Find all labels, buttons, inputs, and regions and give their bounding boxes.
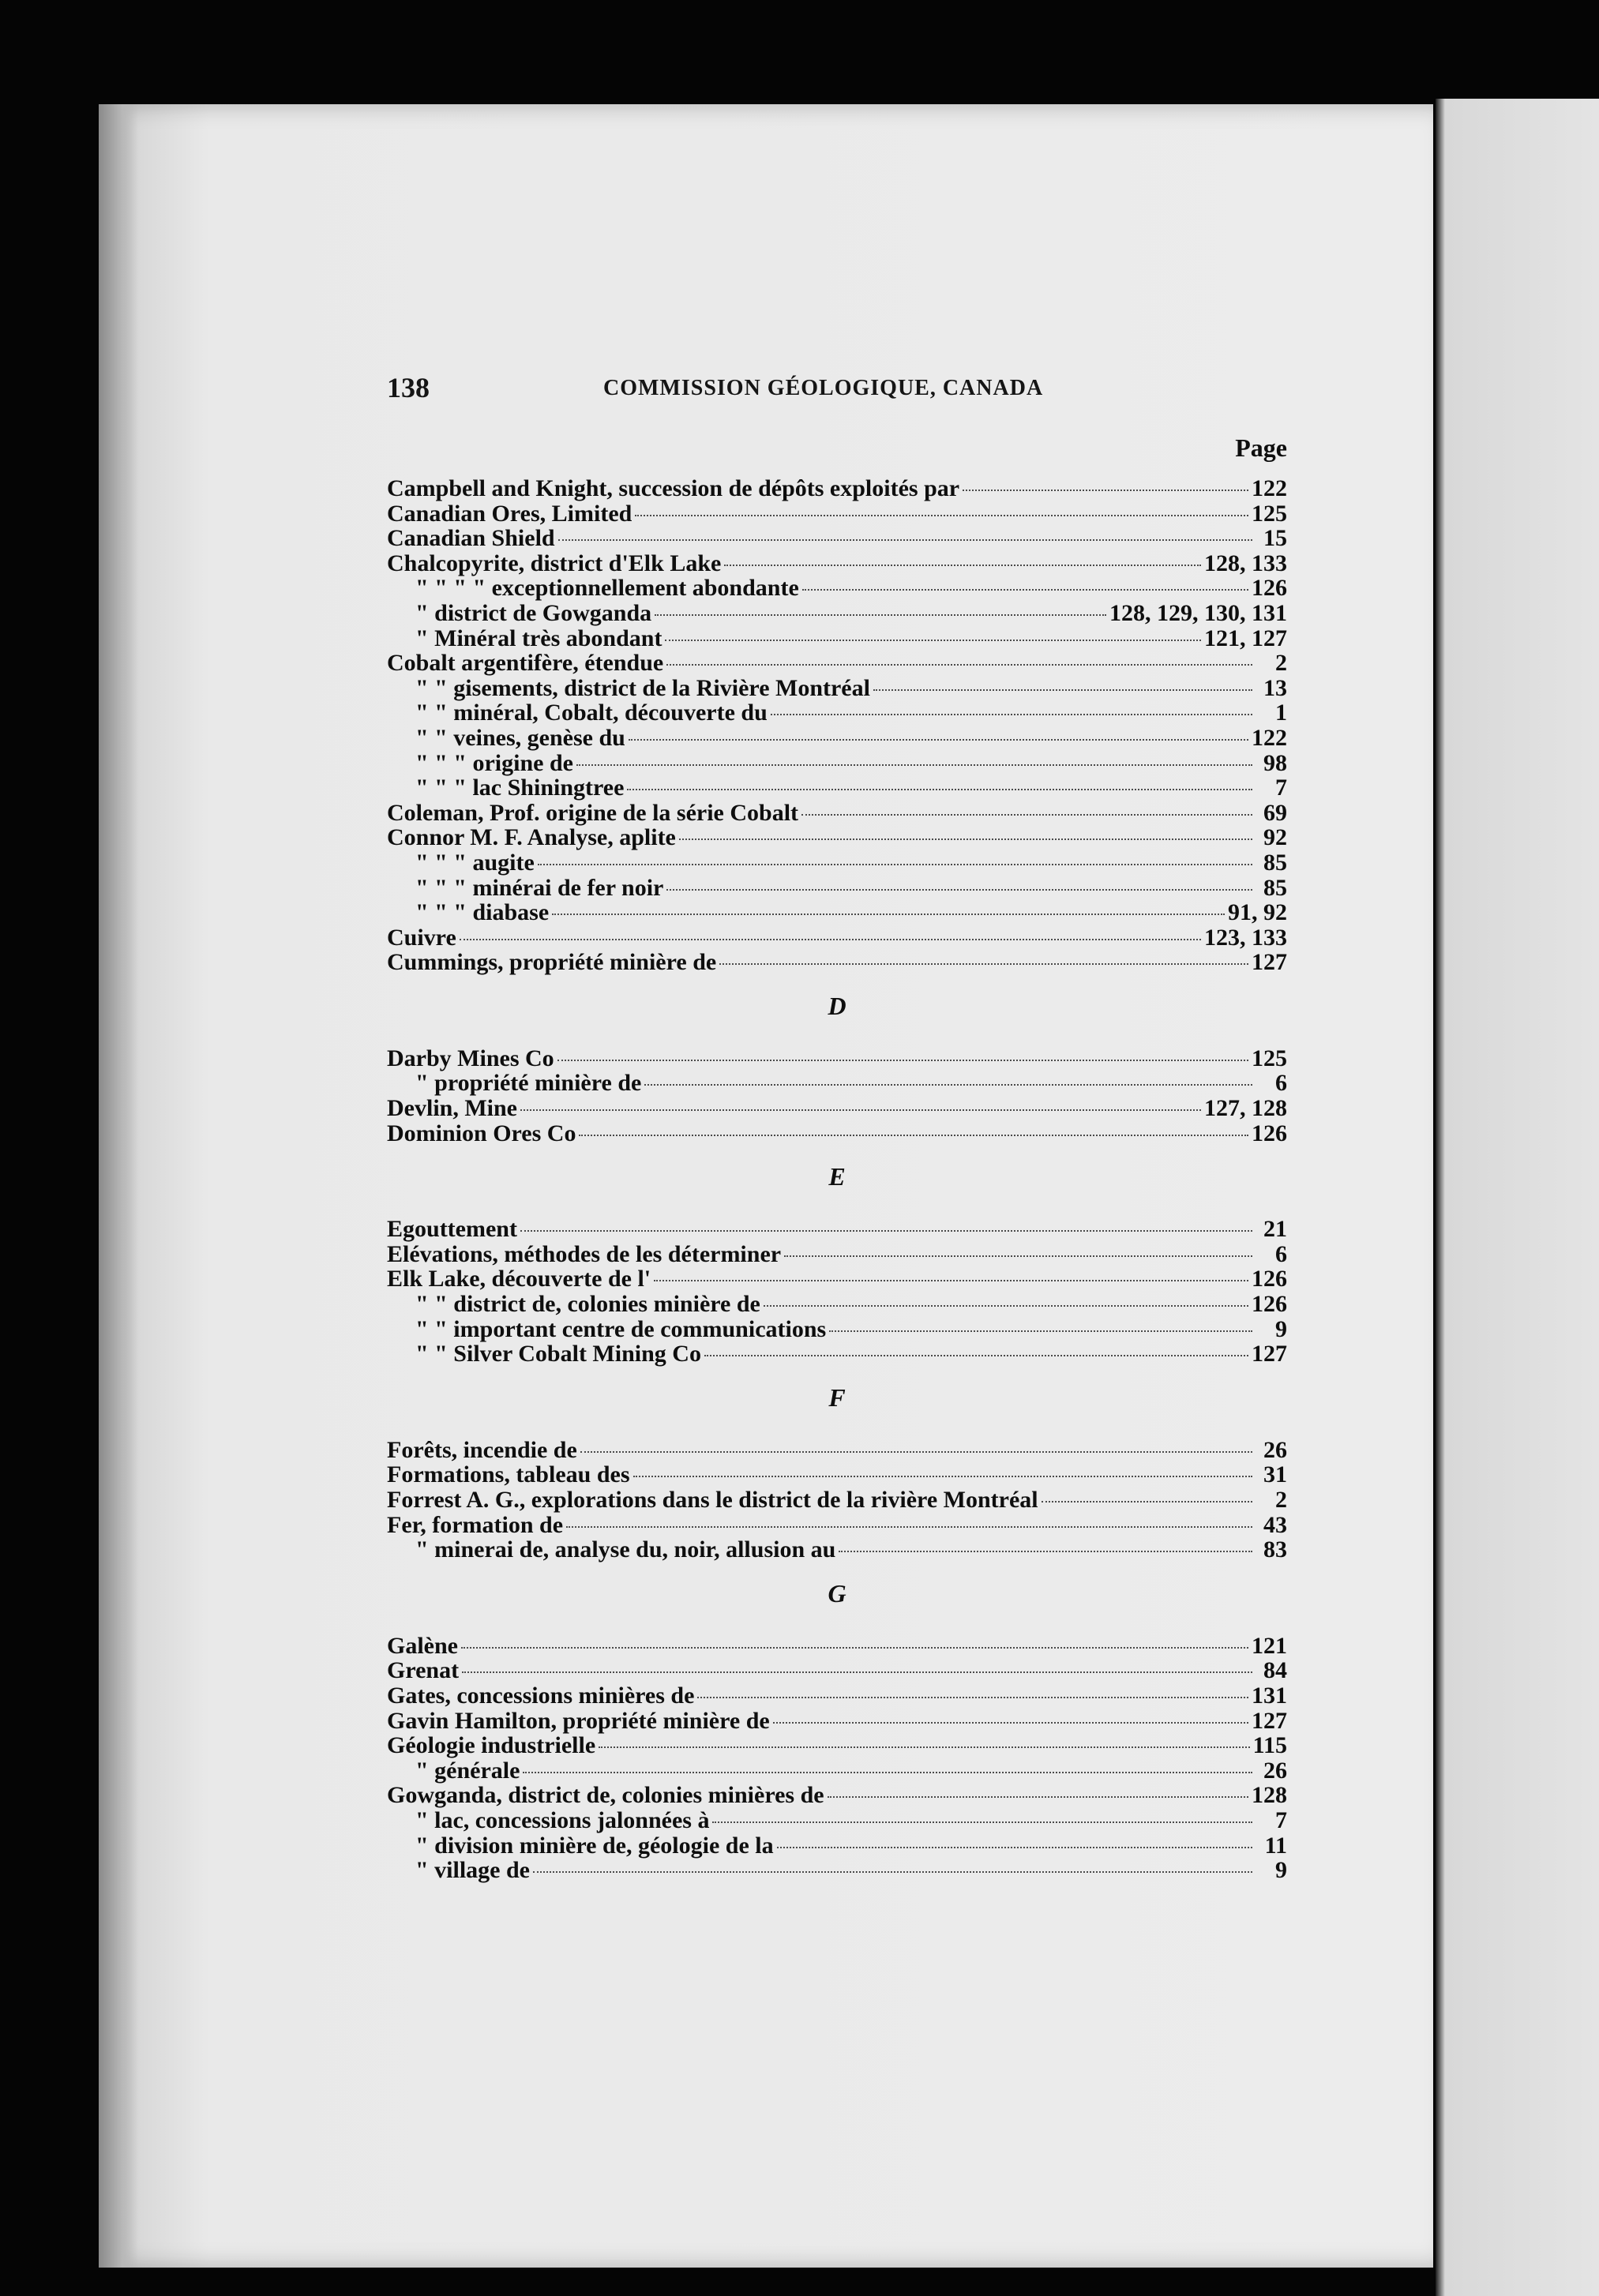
index-entry: [387, 1341, 1287, 1367]
dot-leader: [873, 689, 1252, 691]
entry-page-numbers: 83: [1263, 1536, 1287, 1563]
entry-page-numbers: 6: [1275, 1070, 1287, 1097]
entry-label: " " gisements, district de la Rivière Montréal: [415, 674, 870, 701]
entry-page-numbers: 84: [1263, 1657, 1287, 1684]
index-entry: [387, 1858, 1287, 1883]
entry-label: Darby Mines Co: [387, 1045, 554, 1071]
index-entry: [387, 1242, 1287, 1267]
entry-label: " " veines, genèse du: [415, 724, 625, 751]
page-gutter-shadow: [99, 104, 138, 2268]
dot-leader: [633, 1476, 1253, 1477]
index-entry: [387, 1488, 1287, 1513]
index-entry: [387, 1537, 1287, 1563]
entry-label: Cobalt argentifère, étendue: [387, 650, 664, 677]
dot-leader: [533, 1871, 1252, 1873]
index-entry: [387, 1833, 1287, 1859]
entry-label: Coleman, Prof. origine de la série Cobalt: [387, 799, 799, 826]
dot-leader: [679, 838, 1252, 840]
dot-leader: [666, 889, 1252, 891]
index-entry: [387, 1733, 1287, 1758]
dot-leader: [764, 1305, 1248, 1307]
index-entry: [387, 501, 1287, 527]
dot-leader: [599, 1746, 1250, 1748]
dot-leader: [666, 664, 1252, 666]
entry-label: Fer, formation de: [387, 1511, 564, 1538]
index-entry: [387, 601, 1287, 626]
index-entry: [387, 950, 1287, 975]
dot-leader: [644, 1084, 1252, 1086]
entry-page-numbers: 128, 129, 130, 131: [1109, 599, 1287, 626]
entry-label: Canadian Ores, Limited: [387, 500, 632, 527]
entry-label: Cuivre: [387, 924, 456, 951]
entry-label: Campbell and Knight, succession de dépôts exploités par: [387, 475, 960, 501]
entry-page-numbers: 128: [1252, 1782, 1287, 1809]
dot-leader: [828, 1796, 1248, 1798]
dot-leader: [665, 640, 1201, 641]
entry-label: " division minière de, géologie de la: [415, 1832, 774, 1859]
index-entry: [387, 925, 1287, 951]
entry-label: " " " lac Shiningtree: [415, 775, 625, 801]
entry-page-numbers: 122: [1252, 475, 1287, 501]
entry-page-numbers: 127: [1252, 949, 1287, 976]
entry-label: " propriété minière de: [415, 1070, 642, 1097]
entry-page-numbers: 2: [1275, 650, 1287, 677]
entry-label: Elévations, méthodes de les déterminer: [387, 1240, 782, 1267]
entry-page-numbers: 122: [1252, 724, 1287, 751]
entry-page-numbers: 9: [1275, 1857, 1287, 1884]
index-entry: [387, 1121, 1287, 1146]
index-entry: [387, 551, 1287, 576]
index-entry: [387, 1046, 1287, 1071]
index-entry: [387, 1462, 1287, 1488]
dot-leader: [719, 963, 1248, 965]
index-entry: [387, 1317, 1287, 1342]
entry-page-numbers: 121: [1252, 1632, 1287, 1659]
section-letter: E: [828, 1162, 846, 1191]
entry-label: Géologie industrielle: [387, 1732, 596, 1759]
entry-page-numbers: 15: [1263, 525, 1287, 552]
entry-page-numbers: 123, 133: [1204, 924, 1287, 951]
entry-page-numbers: 26: [1263, 1757, 1287, 1784]
index-list: [387, 430, 1287, 1883]
entry-label: Connor M. F. Analyse, aplite: [387, 824, 676, 851]
index-entry: [387, 676, 1287, 701]
entry-label: Galène: [387, 1632, 458, 1659]
dot-leader: [520, 1230, 1252, 1232]
index-entry: [387, 1292, 1287, 1317]
entry-label: " " important centre de communications: [415, 1315, 827, 1342]
index-entry: [387, 1071, 1287, 1096]
dot-leader: [558, 539, 1252, 541]
index-entry: [387, 850, 1287, 876]
entry-label: " " " minérai de fer noir: [415, 874, 664, 901]
entry-page-numbers: 92: [1263, 824, 1287, 851]
entry-page-numbers: 13: [1263, 674, 1287, 701]
dot-leader: [802, 589, 1248, 591]
entry-label: Grenat: [387, 1657, 460, 1684]
entry-page-numbers: 1: [1275, 700, 1287, 726]
index-entry: [387, 1634, 1287, 1659]
entry-page-numbers: 126: [1252, 1291, 1287, 1318]
index-entry: [387, 775, 1287, 801]
entry-label: " générale: [415, 1757, 520, 1784]
entry-label: Forrest A. G., explorations dans le district de la rivière Montréal: [387, 1487, 1038, 1513]
entry-page-numbers: 131: [1252, 1682, 1287, 1709]
index-entry: [387, 801, 1287, 826]
entry-label: " lac, concessions jalonnées à: [415, 1806, 710, 1833]
entry-page-numbers: 121, 127: [1204, 625, 1287, 651]
entry-page-numbers: 126: [1252, 1120, 1287, 1146]
entry-page-numbers: 43: [1263, 1511, 1287, 1538]
entry-label: Cummings, propriété minière de: [387, 949, 717, 976]
entry-page-numbers: 7: [1275, 1806, 1287, 1833]
dot-leader: [580, 1451, 1252, 1453]
index-entry: [387, 1709, 1287, 1734]
index-entry: [387, 876, 1287, 901]
dot-leader: [829, 1330, 1252, 1332]
entry-page-numbers: 7: [1275, 775, 1287, 801]
entry-page-numbers: 69: [1263, 799, 1287, 826]
entry-page-numbers: 127: [1252, 1707, 1287, 1734]
index-entry: [387, 726, 1287, 751]
entry-page-numbers: 31: [1263, 1461, 1287, 1488]
index-entry: [387, 526, 1287, 551]
dot-leader: [566, 1526, 1252, 1528]
entry-label: " " Silver Cobalt Mining Co: [415, 1341, 701, 1367]
index-entry: [387, 651, 1287, 676]
index-entry: [387, 700, 1287, 726]
entry-page-numbers: 98: [1263, 749, 1287, 776]
index-entry: [387, 1808, 1287, 1833]
index-entry: [387, 1783, 1287, 1808]
index-entry: [387, 576, 1287, 601]
dot-leader: [697, 1697, 1248, 1698]
entry-label: " " " diabase: [415, 899, 550, 926]
index-entry: [387, 1658, 1287, 1683]
entry-label: Forêts, incendie de: [387, 1436, 577, 1463]
dot-leader: [655, 614, 1106, 616]
entry-label: Gavin Hamilton, propriété minière de: [387, 1707, 770, 1734]
dot-leader: [557, 1060, 1248, 1061]
dot-leader: [579, 1135, 1248, 1136]
index-entry: [387, 1513, 1287, 1538]
entry-label: Gates, concessions minières de: [387, 1682, 695, 1709]
dot-leader: [963, 490, 1248, 491]
entry-label: " Minéral très abondant: [415, 625, 662, 651]
index-entry: [387, 1758, 1287, 1784]
dot-leader: [784, 1255, 1252, 1257]
entry-label: " " minéral, Cobalt, découverte du: [415, 700, 768, 726]
dot-leader: [1042, 1501, 1252, 1503]
entry-label: Formations, tableau des: [387, 1461, 630, 1488]
dot-leader: [704, 1355, 1248, 1356]
entry-label: Egouttement: [387, 1216, 517, 1243]
entry-label: " minerai de, analyse du, noir, allusion au: [415, 1536, 836, 1563]
index-sections: [387, 476, 1287, 1883]
dot-leader: [839, 1551, 1252, 1552]
index-entry: [387, 1096, 1287, 1121]
index-entry: [387, 626, 1287, 651]
entry-label: " " " " exceptionnellement abondante: [415, 575, 799, 602]
index-entry: [387, 751, 1287, 776]
entry-page-numbers: 26: [1263, 1436, 1287, 1463]
entry-page-numbers: 126: [1252, 575, 1287, 602]
entry-page-numbers: 126: [1252, 1266, 1287, 1292]
index-entry: [387, 1438, 1287, 1463]
section-letter: F: [828, 1382, 846, 1412]
section-letter: D: [828, 991, 846, 1020]
index-entry: [387, 1683, 1287, 1709]
entry-page-numbers: 125: [1252, 500, 1287, 527]
dot-leader: [654, 1280, 1248, 1281]
dot-leader: [462, 1671, 1252, 1673]
entry-page-numbers: 127: [1252, 1341, 1287, 1367]
dot-leader: [801, 814, 1252, 816]
dot-leader: [771, 714, 1252, 715]
dot-leader: [627, 789, 1252, 790]
index-entry: [387, 825, 1287, 850]
entry-label: Devlin, Mine: [387, 1095, 517, 1122]
entry-page-numbers: 125: [1252, 1045, 1287, 1071]
page-number: 138: [387, 372, 430, 403]
entry-page-numbers: 115: [1252, 1732, 1287, 1759]
entry-page-numbers: 11: [1264, 1832, 1287, 1859]
section-letter: G: [828, 1578, 846, 1608]
dot-leader: [635, 515, 1248, 516]
dot-leader: [777, 1847, 1252, 1848]
entry-label: " " " origine de: [415, 749, 573, 776]
index-entry: [387, 900, 1287, 925]
dot-leader: [461, 1647, 1248, 1649]
entry-label: Elk Lake, découverte de l': [387, 1266, 651, 1292]
entry-label: " village de: [415, 1857, 530, 1884]
index-entry: [387, 1266, 1287, 1292]
page-column-heading: Page: [1235, 433, 1287, 462]
running-header: [387, 371, 1287, 403]
entry-page-numbers: 85: [1263, 874, 1287, 901]
dot-leader: [773, 1722, 1248, 1724]
dot-leader: [712, 1821, 1252, 1823]
entry-page-numbers: 21: [1263, 1216, 1287, 1243]
entry-page-numbers: 85: [1263, 849, 1287, 876]
running-title: COMMISSION GÉOLOGIQUE, CANADA: [603, 376, 1044, 400]
entry-label: Chalcopyrite, district d'Elk Lake: [387, 550, 722, 576]
dot-leader: [523, 1772, 1252, 1773]
index-entry: [387, 476, 1287, 501]
entry-label: Canadian Shield: [387, 525, 555, 552]
dot-leader: [576, 764, 1252, 766]
entry-label: Gowganda, district de, colonies minières de: [387, 1782, 824, 1809]
entry-page-numbers: 9: [1275, 1315, 1287, 1342]
dot-leader: [460, 939, 1201, 940]
adjacent-page-edge: [1436, 99, 1599, 2296]
dot-leader: [538, 864, 1252, 865]
entry-label: Dominion Ores Co: [387, 1120, 576, 1146]
dot-leader: [552, 914, 1225, 915]
dot-leader: [520, 1109, 1201, 1111]
entry-page-numbers: 6: [1275, 1240, 1287, 1267]
entry-page-numbers: 127, 128: [1204, 1095, 1287, 1122]
entry-label: " " district de, colonies minière de: [415, 1291, 760, 1318]
index-entry: [387, 1217, 1287, 1242]
dot-leader: [629, 739, 1248, 741]
entry-label: " district de Gowganda: [415, 599, 652, 626]
entry-page-numbers: 91, 92: [1228, 899, 1287, 926]
entry-page-numbers: 128, 133: [1204, 550, 1287, 576]
entry-page-numbers: 2: [1275, 1487, 1287, 1513]
entry-label: " " " augite: [415, 849, 535, 876]
dot-leader: [724, 565, 1201, 566]
